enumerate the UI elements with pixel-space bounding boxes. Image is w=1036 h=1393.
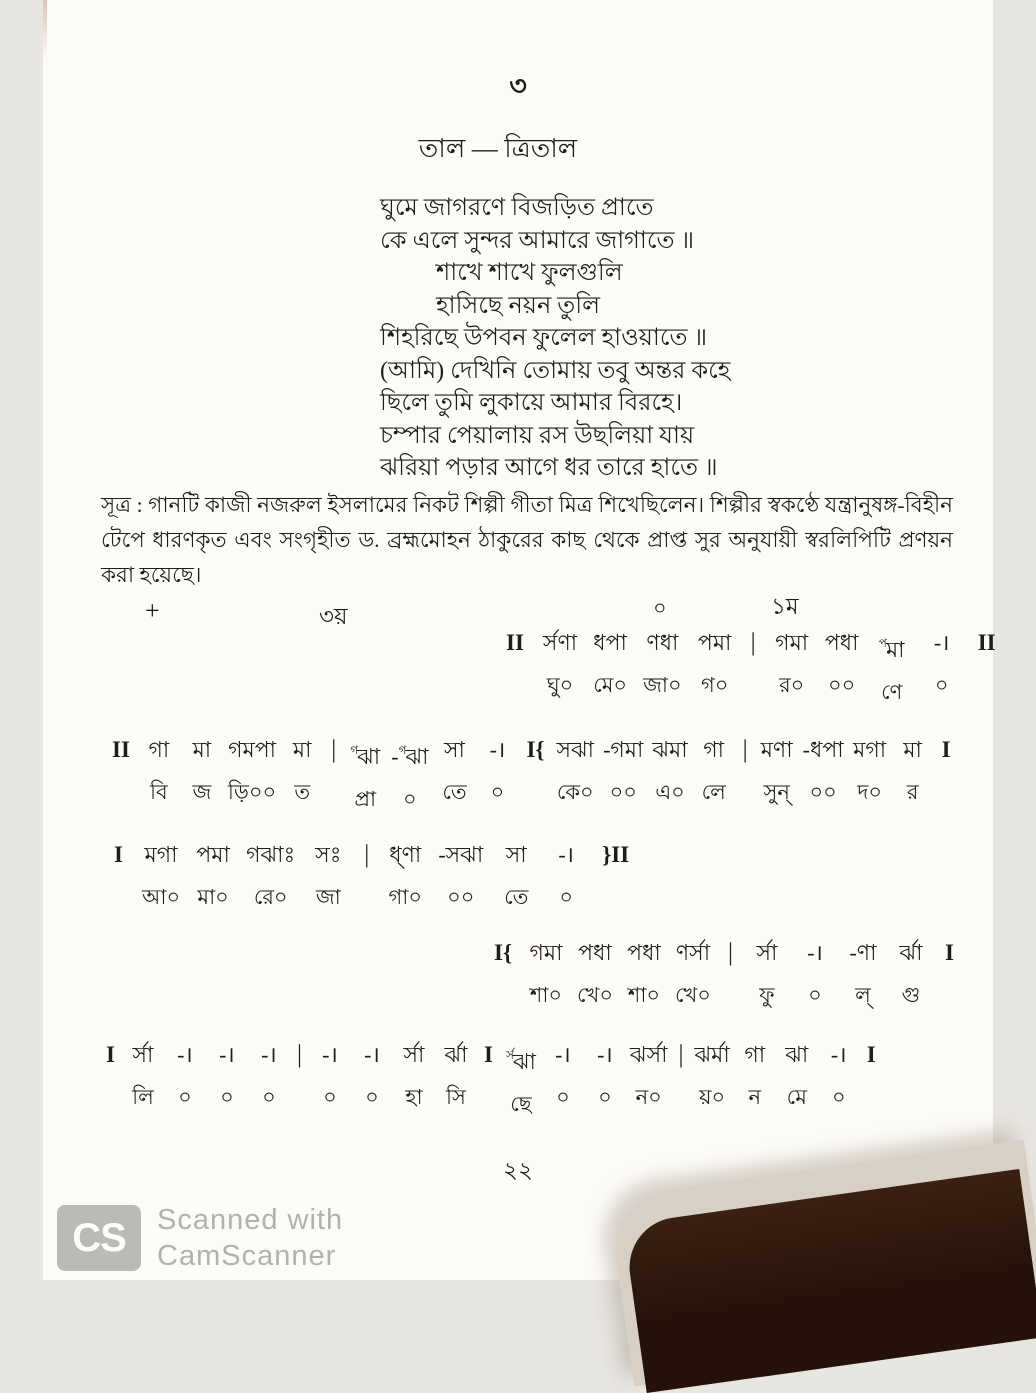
notation-line [111,840,632,910]
song-lyrics [380,192,730,485]
note-cell: -ধপা ০০ [802,737,844,804]
syllable: ০ [559,885,574,909]
note-cell: -সঝা ০০ [438,842,484,909]
syllable: তে [442,780,467,804]
syllable: ০০ [828,673,856,697]
note-cell: র্ঝা গু [899,940,923,1007]
syllable: ০ [262,1085,276,1109]
notation-line [491,938,957,1008]
syllable: শা০ [529,983,563,1007]
note-cell: পধা ০০ [824,630,859,697]
syllable: ল্ [855,983,871,1007]
lyric-line: (আমি) দেখিনি তোমায় তবু অন্তর কহে [380,357,731,384]
note-cell: গমপা ড়ি০০ [227,737,277,804]
syllable: সি [446,1085,466,1109]
lyric-line: শিহরিছে উপবন ফুলেল হাওয়াতে ॥ [380,325,708,351]
syllable: ০০ [609,780,637,804]
grace-note: গ [398,743,407,757]
lyric-line: ছিলে তুমি লুকায়ে আমার বিরহে। [380,390,683,416]
syllable: ঘু০ [546,673,574,697]
note-cell: র্সণা ঘু০ [542,630,578,697]
note-cell: র্সা হা [403,1042,425,1109]
syllable: র০ [779,673,805,697]
syllable: ০০ [809,780,837,804]
notation-sign: II [977,630,996,655]
note-cell: ণধা জা০ [643,630,682,697]
note-cell: মগা আ০ [141,842,181,909]
syllable: ০ [365,1085,379,1109]
note-cell: র্ঝা সি [444,1042,468,1109]
syllable: ০ [831,1085,846,1109]
syllable: ০ [490,780,505,804]
note-cell: পধা খে০ [577,940,613,1007]
note-cell: মা র [903,737,922,804]
note-cell: ধ্‌ণা গা০ [388,842,423,909]
camscanner-caption-line2: CamScanner [157,1240,337,1272]
note-cell: $^গ$ঝা প্রা [350,743,381,811]
note-cell: -। ০ [177,1042,193,1109]
note-cell: ঝা মে [785,1042,809,1109]
note-cell: -গমা ০০ [603,737,644,804]
note-cell: পমা মা০ [196,842,230,909]
syllable: ০০ [447,885,475,909]
syllable: ০ [808,983,822,1007]
notation-sign: I{ [494,940,513,965]
syllable: লি [132,1085,154,1109]
grace-note: প [878,636,887,650]
syllable: ন [748,1085,762,1109]
note-cell: গমা শা০ [529,940,563,1007]
notation-sign: I [941,737,951,762]
note-cell: -। ০ [807,940,823,1007]
syllable: লে [701,780,726,804]
lyric-line: চম্পার পেয়ালায় রস উছলিয়া যায় [380,422,695,449]
note-cell: -। ০ [558,842,575,909]
note-cell: সা তে [442,737,467,804]
camscanner-logo-text: CS [72,1215,126,1260]
note-cell: -। ০ [555,1042,571,1109]
notation-sign: I [114,842,123,867]
notation-line [103,1040,879,1117]
syllable: কে০ [556,780,594,804]
note-cell: -। ০ [933,630,950,697]
scanned-page [43,0,996,1280]
note-cell: -$^গ$ঝা ০ [391,743,429,811]
lyric-line: হাসিছে নয়ন তুলি [436,292,601,319]
camscanner-caption [157,1202,343,1274]
note-cell: র্সা লি [132,1042,154,1109]
notation-sign: I{ [526,737,545,762]
note-cell: গা বি [148,737,170,804]
note-cell: সা তে [504,842,529,909]
note-cell: -ণা ল্ [849,940,877,1007]
notation-line [109,735,954,812]
bar-separator: | [750,629,756,656]
note-cell: $^প$মা ণে [878,636,905,704]
note-cell: র্সা ফু [756,940,778,1007]
syllable: ণে [881,680,903,704]
note-cell: $^{র্স}$ঝা ছে [505,1048,536,1116]
syllable: গ০ [700,673,729,697]
notation-sign: }II [602,842,630,867]
bar-separator: | [742,736,748,763]
syllable: ০ [934,673,949,697]
syllable: রে০ [253,885,288,909]
syllable: ০ [556,1085,570,1109]
song-number: ৩ [509,71,527,101]
notation-sign: II [506,630,524,655]
notation-sign: I [483,1042,493,1067]
note-cell: গঝাঃ রে০ [246,842,296,909]
note-cell: -। ০ [489,737,506,804]
notation-sign: II [112,737,130,762]
syllable: ন০ [635,1085,662,1109]
syllable: জা০ [643,673,682,697]
bar-separator: | [678,1041,684,1068]
taal-marker-khali: ০ [653,596,667,620]
lyric-line: শাখে শাখে ফুলগুলি [436,260,623,286]
taal-marker-3rd: ৩য় [319,604,348,629]
note-cell: ঝর্সা ন০ [629,1042,668,1109]
note-cell: মা জ [192,737,212,804]
note-cell: -। ০ [261,1042,277,1109]
lyric-line: ঘুমে জাগরণে বিজড়িত প্রাতে [380,195,654,221]
note-cell: মা ত [292,737,312,804]
syllable: খে০ [674,983,711,1007]
grace-note: র্স [505,1048,514,1062]
page-number: ২২ [503,1158,533,1183]
syllable: মা০ [197,885,229,909]
syllable: গু [901,983,921,1007]
syllable: আ০ [141,885,181,909]
syllable: সুন্ [763,780,790,804]
note-cell: গমা র০ [775,630,809,697]
note-cell: -। ০ [364,1042,380,1109]
note-cell: -। ০ [830,1042,847,1109]
syllable: বি [150,780,168,804]
notation-sign: I [944,940,954,965]
note-cell: ঝর্মা য়০ [694,1042,730,1109]
syllable: জ [192,780,212,804]
note-cell: ঝমা এ০ [652,737,688,804]
syllable: ফু [759,983,775,1007]
bar-separator: | [331,736,337,763]
syllable: য়০ [699,1085,726,1109]
syllable: খে০ [577,983,613,1007]
note-cell: সঃ জা [315,842,342,909]
lyric-line: ঝরিয়া পড়ার আগে ধর তারে হাতে ॥ [380,455,718,481]
syllable: মে [786,1085,807,1109]
syllable: প্রা [354,787,377,811]
bar-separator: | [727,939,733,966]
note-cell: গা ন [744,1042,766,1109]
note-cell: -। ০ [219,1042,235,1109]
note-cell: -। ০ [322,1042,338,1109]
page-edge-shadow [43,0,47,60]
taal-marker-1st: ১ম [771,594,799,619]
note-cell: ধপা মে০ [593,630,628,697]
note-cell: মণা সুন্ [760,737,793,804]
syllable: মে০ [593,673,628,697]
notation-sign: I [866,1042,876,1067]
note-cell: মগা দ০ [853,737,887,804]
syllable: ত [294,780,311,804]
syllable: র [906,780,919,804]
note-cell: -। ০ [597,1042,613,1109]
taal-title: তাল — ত্রিতাল [418,134,578,163]
syllable: তে [504,885,529,909]
syllable: হা [405,1085,423,1109]
syllable: ছে [510,1092,532,1116]
bar-separator: | [364,841,370,868]
syllable: ড়ি০০ [227,780,277,804]
note-cell: সঝা কে০ [556,737,595,804]
note-cell: গা লে [701,737,726,804]
syllable: ০ [220,1085,234,1109]
camscanner-logo [57,1205,141,1271]
note-cell: পমা গ০ [697,630,732,697]
syllable: দ০ [857,780,882,804]
syllable: ০ [403,787,417,811]
grace-note: গ [350,743,359,757]
syllable: গা০ [388,885,423,909]
syllable: ০ [323,1085,337,1109]
syllable: ০ [598,1085,612,1109]
bar-separator: | [296,1041,302,1068]
source-note: সূত্র : গানটি কাজী নজরুল ইসলামের নিকট শিল্পী গীতা মিত্র শিখেছিলেন। শিল্পীর স্বকণ্ঠে যন্ত্রানুষঙ্গ-বিহীন টেপে ধারণকৃত এবং সংগৃহীত ড. ব্রহ্মমোহন ঠাকুরের কাছ থেকে প্রাপ্ত সুর অনুযায়ী স্বরলিপিটি প্রণয়ন করা হয়েছে। [101,493,953,587]
note-cell: ণর্সা খে০ [674,940,711,1007]
notation-sign: I [106,1042,115,1067]
camscanner-caption-line1: Scanned with [157,1204,344,1236]
camscanner-watermark [57,1202,343,1274]
syllable: জা [315,885,341,909]
lyric-line: কে এলে সুন্দর আমারে জাগাতে ॥ [380,227,695,254]
syllable: এ০ [655,780,685,804]
note-cell: পধা শা০ [627,940,661,1007]
notation-line [503,628,999,705]
syllable: ০ [178,1085,192,1109]
taal-marker-sam: + [145,596,160,625]
syllable: শা০ [627,983,661,1007]
